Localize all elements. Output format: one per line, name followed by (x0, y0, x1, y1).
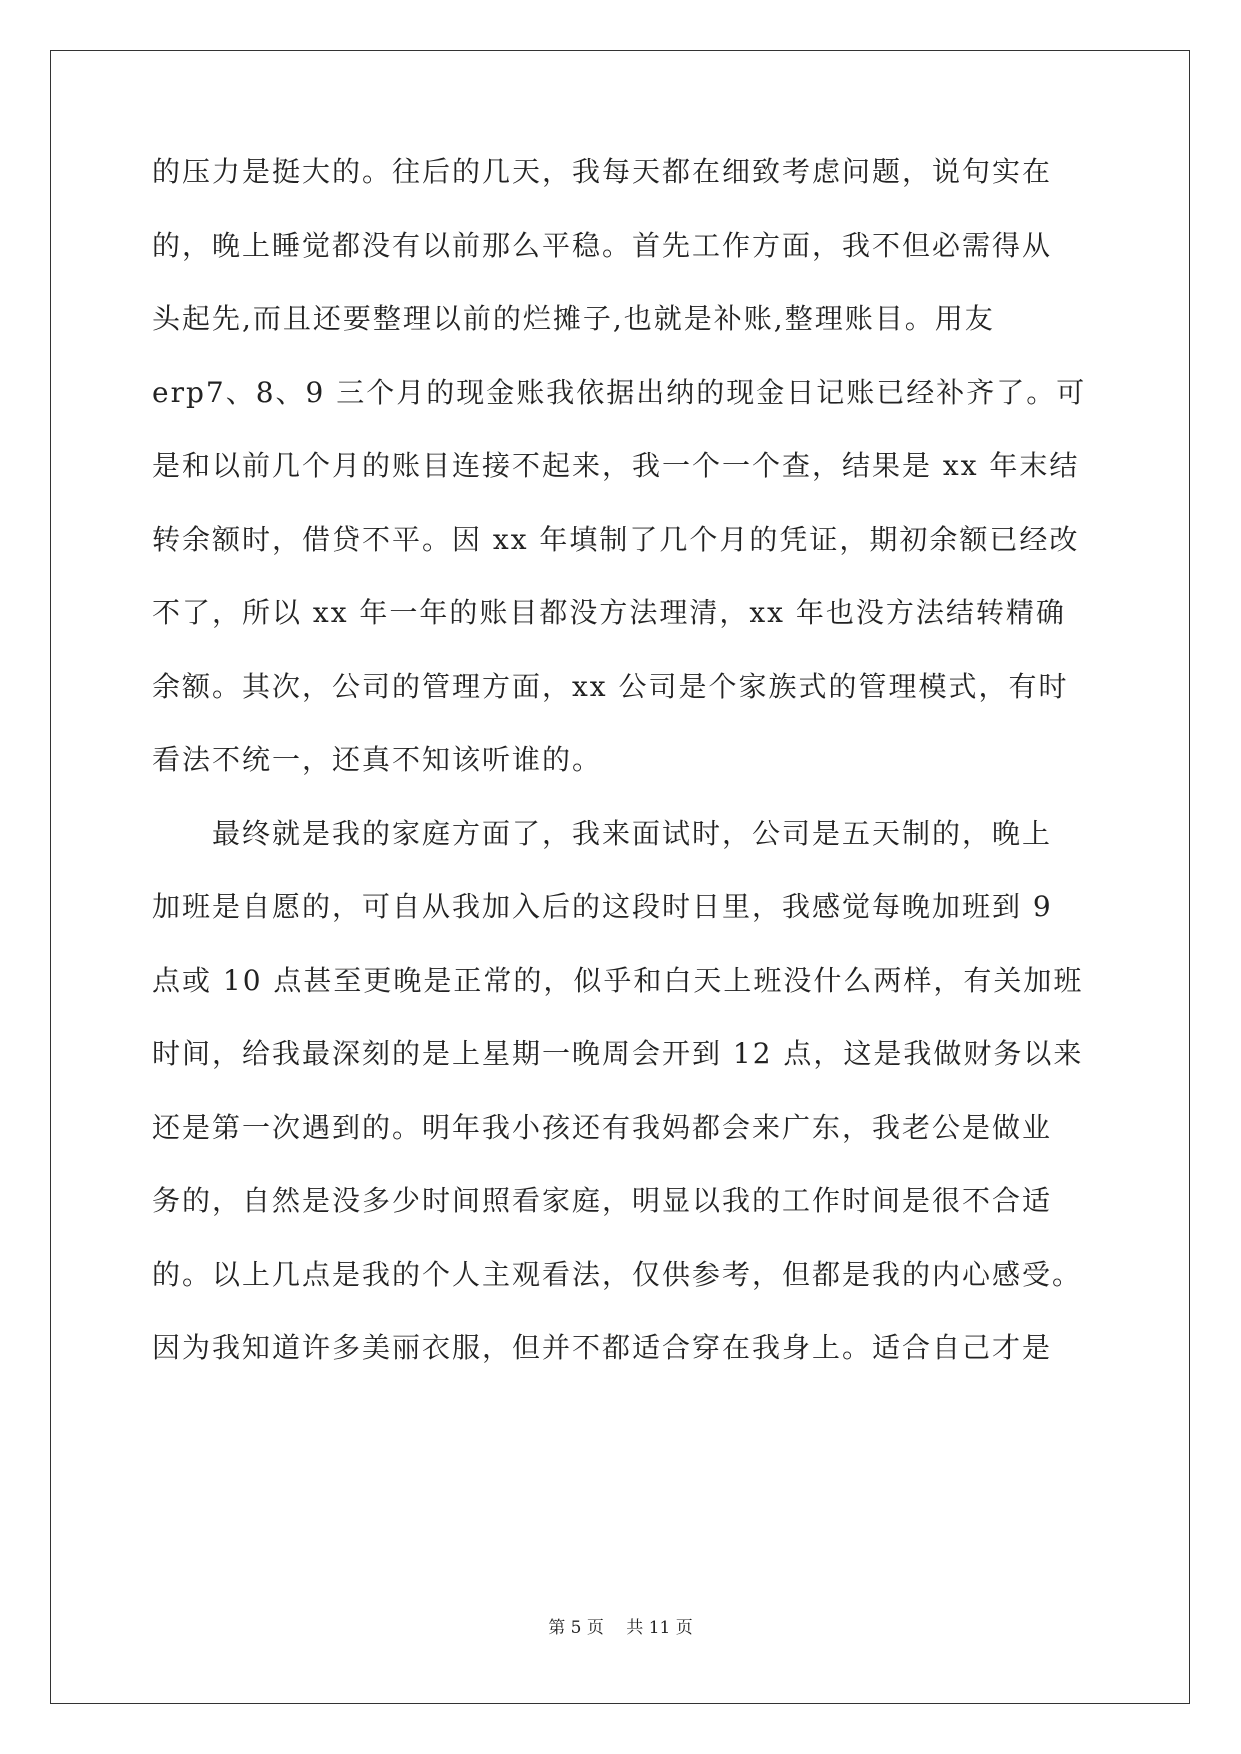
text-line: 因为我知道许多美丽衣服，但并不都适合穿在我身上。适合自己才是 (152, 1331, 1053, 1364)
text-line: 还是第一次遇到的。明年我小孩还有我妈都会来广东，我老公是做业 (152, 1111, 1053, 1144)
text-line: erp7、8、9 三个月的现金账我依据出纳的现金日记账已经补齐了。可 (152, 376, 1087, 409)
text-line: 加班是自愿的，可自从我加入后的这段时日里，我感觉每晚加班到 9 (152, 890, 1053, 923)
text-line: 头起先,而且还要整理以前的烂摊子,也就是补账,整理账目。用友 (152, 302, 995, 335)
text-line: 余额。其次，公司的管理方面，xx 公司是个家族式的管理模式，有时 (152, 670, 1069, 703)
text-line: 的。以上几点是我的个人主观看法，仅供参考，但都是我的内心感受。 (152, 1258, 1083, 1291)
text-line: 是和以前几个月的账目连接不起来，我一个一个查，结果是 xx 年末结 (152, 449, 1080, 482)
text-line: 转余额时，借贷不平。因 xx 年填制了几个月的凭证，期初余额已经改 (152, 523, 1080, 556)
text-line: 时间，给我最深刻的是上星期一晚周会开到 12 点，这是我做财务以来 (152, 1037, 1084, 1070)
text-line: 看法不统一，还真不知该听谁的。 (152, 743, 603, 776)
text-line: 的压力是挺大的。往后的几天，我每天都在细致考虑问题，说句实在 (152, 155, 1053, 188)
text-line: 的，晚上睡觉都没有以前那么平稳。首先工作方面，我不但必需得从 (152, 229, 1053, 262)
text-line: 不了，所以 xx 年一年的账目都没方法理清，xx 年也没方法结转精确 (152, 596, 1066, 629)
text-line: 点或 10 点甚至更晚是正常的，似乎和白天上班没什么两样，有关加班 (152, 964, 1084, 997)
page-number: 第 5 页 共 11 页 (548, 1618, 693, 1638)
text-line: 务的，自然是没多少时间照看家庭，明显以我的工作时间是很不合适 (152, 1184, 1053, 1217)
text-line: 最终就是我的家庭方面了，我来面试时，公司是五天制的，晚上 (152, 817, 1053, 850)
